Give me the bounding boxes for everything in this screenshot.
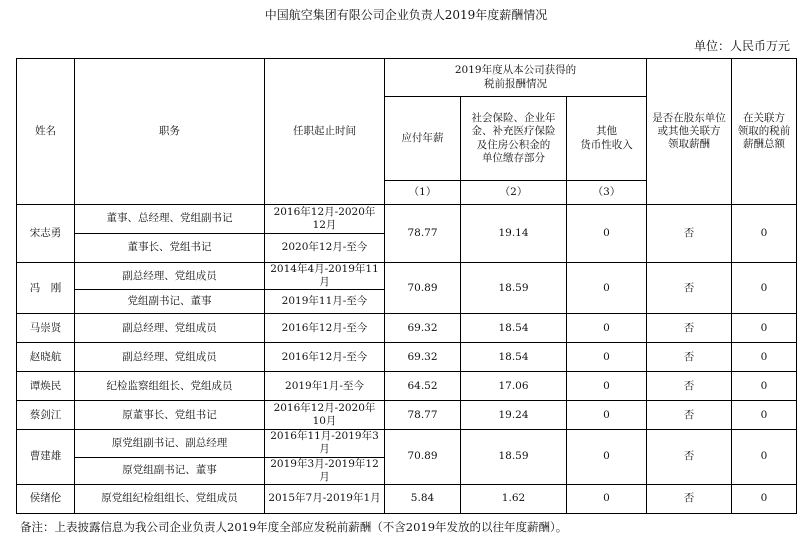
header-insurance-line1: 社会保险、企业年 xyxy=(471,112,556,125)
salary-table xyxy=(16,58,797,514)
cell-name: 马崇贤 xyxy=(17,314,75,343)
cell-shareholder: 否 xyxy=(647,205,732,263)
cell-insurance: 18.59 xyxy=(461,430,567,485)
cell-related: 0 xyxy=(732,314,797,343)
cell-other: 0 xyxy=(567,314,647,343)
cell-term: 2019年3月-2019年12月 xyxy=(265,457,385,484)
cell-name: 谭焕民 xyxy=(17,372,75,401)
header-name: 姓名 xyxy=(17,59,75,205)
header-insurance-line2: 金、补充医疗保险 xyxy=(471,125,556,138)
header-shareholder-line3: 领取薪酬 xyxy=(668,138,710,151)
cell-term: 2016年12月-2020年12月 xyxy=(265,205,385,234)
cell-position: 副总经理、党组成员 xyxy=(75,314,265,343)
cell-other: 0 xyxy=(567,205,647,263)
cell-shareholder: 否 xyxy=(647,263,732,314)
header-group xyxy=(385,59,647,97)
cell-salary: 70.89 xyxy=(385,263,461,314)
table-body xyxy=(17,205,797,514)
footnote: 备注：上表披露信息为我公司企业负责人2019年度全部应发税前薪酬（不含2019年发放的以往年度薪酬）。 xyxy=(20,520,568,534)
cell-position: 原董事长、党组书记 xyxy=(75,401,265,430)
cell-position: 董事、总经理、党组副书记 xyxy=(75,205,265,234)
table-row xyxy=(17,484,797,513)
header-insurance xyxy=(461,97,567,181)
table-row xyxy=(17,343,797,372)
cell-related: 0 xyxy=(732,401,797,430)
cell-related: 0 xyxy=(732,343,797,372)
cell-insurance: 19.14 xyxy=(461,205,567,263)
cell-term: 2016年12月-至今 xyxy=(265,314,385,343)
cell-related: 0 xyxy=(732,372,797,401)
cell-salary: 78.77 xyxy=(385,401,461,430)
cell-term: 2020年12月-至今 xyxy=(265,234,385,263)
header-shareholder xyxy=(647,59,732,205)
header-other xyxy=(567,97,647,181)
cell-position: 董事长、党组书记 xyxy=(75,234,265,263)
header-index-1: （1） xyxy=(385,181,461,205)
cell-position: 纪检监察组组长、党组成员 xyxy=(75,372,265,401)
header-index-2: （2） xyxy=(461,181,567,205)
cell-name: 赵晓航 xyxy=(17,343,75,372)
cell-insurance: 1.62 xyxy=(461,484,567,513)
cell-term: 2016年11月-2019年3月 xyxy=(265,430,385,457)
cell-salary: 5.84 xyxy=(385,484,461,513)
header-group-line1: 2019年度从本公司获得的 xyxy=(454,64,577,77)
header-related xyxy=(732,59,797,205)
cell-name: 侯绪伦 xyxy=(17,484,75,513)
cell-insurance: 18.54 xyxy=(461,314,567,343)
cell-shareholder: 否 xyxy=(647,372,732,401)
header-other-line2: 货币性收入 xyxy=(580,138,633,151)
cell-salary: 69.32 xyxy=(385,314,461,343)
cell-other: 0 xyxy=(567,430,647,485)
table-row xyxy=(17,314,797,343)
cell-other: 0 xyxy=(567,343,647,372)
cell-other: 0 xyxy=(567,484,647,513)
cell-salary: 70.89 xyxy=(385,430,461,485)
cell-related: 0 xyxy=(732,263,797,314)
cell-term: 2019年11月-至今 xyxy=(265,290,385,314)
cell-other: 0 xyxy=(567,401,647,430)
cell-shareholder: 否 xyxy=(647,401,732,430)
header-insurance-line4: 单位缴存部分 xyxy=(482,151,545,164)
cell-shareholder: 否 xyxy=(647,343,732,372)
cell-term: 2019年1月-至今 xyxy=(265,372,385,401)
cell-related: 0 xyxy=(732,205,797,263)
header-related-line2: 领取的税前 xyxy=(737,124,791,137)
header-group-line2: 税前报酬情况 xyxy=(484,77,547,90)
table-row xyxy=(17,372,797,401)
cell-insurance: 19.24 xyxy=(461,401,567,430)
cell-related: 0 xyxy=(732,430,797,485)
cell-insurance: 17.06 xyxy=(461,372,567,401)
cell-name: 宋志勇 xyxy=(17,205,75,263)
cell-term: 2016年12月-至今 xyxy=(265,343,385,372)
cell-salary: 69.32 xyxy=(385,343,461,372)
cell-position: 原党组纪检组组长、党组成员 xyxy=(75,484,265,513)
cell-shareholder: 否 xyxy=(647,430,732,485)
cell-other: 0 xyxy=(567,263,647,314)
cell-insurance: 18.54 xyxy=(461,343,567,372)
header-other-line1: 其他 xyxy=(596,125,617,138)
header-salary: 应付年薪 xyxy=(385,97,461,181)
cell-name: 冯 刚 xyxy=(17,263,75,314)
header-shareholder-line2: 或其他关联方 xyxy=(657,124,721,137)
header-related-line1: 在关联方 xyxy=(743,111,785,124)
header-shareholder-line1: 是否在股东单位 xyxy=(652,111,726,124)
header-related-line3: 薪酬总额 xyxy=(743,138,785,151)
cell-insurance: 18.59 xyxy=(461,263,567,314)
cell-position: 党组副书记、董事 xyxy=(75,290,265,314)
cell-position: 副总经理、党组成员 xyxy=(75,263,265,290)
cell-term: 2014年4月-2019年11月 xyxy=(265,263,385,290)
table-row xyxy=(17,401,797,430)
cell-shareholder: 否 xyxy=(647,484,732,513)
header-insurance-line3: 及住房公积金的 xyxy=(476,138,551,151)
cell-name: 曹建雄 xyxy=(17,430,75,485)
cell-name: 蔡剑江 xyxy=(17,401,75,430)
cell-shareholder: 否 xyxy=(647,314,732,343)
cell-position: 原党组副书记、副总经理 xyxy=(75,430,265,457)
cell-position: 副总经理、党组成员 xyxy=(75,343,265,372)
cell-position: 原党组副书记、董事 xyxy=(75,457,265,484)
header-index-3: （3） xyxy=(567,181,647,205)
cell-term: 2015年7月-2019年1月 xyxy=(265,484,385,513)
cell-salary: 78.77 xyxy=(385,205,461,263)
cell-other: 0 xyxy=(567,372,647,401)
header-position: 职务 xyxy=(75,59,265,205)
unit-label: 单位：人民币万元 xyxy=(693,39,790,53)
cell-term: 2016年12月-2020年10月 xyxy=(265,401,385,430)
page-title: 中国航空集团有限公司企业负责人2019年度薪酬情况 xyxy=(264,8,548,22)
cell-salary: 64.52 xyxy=(385,372,461,401)
header-term: 任职起止时间 xyxy=(265,59,385,205)
cell-related: 0 xyxy=(732,484,797,513)
